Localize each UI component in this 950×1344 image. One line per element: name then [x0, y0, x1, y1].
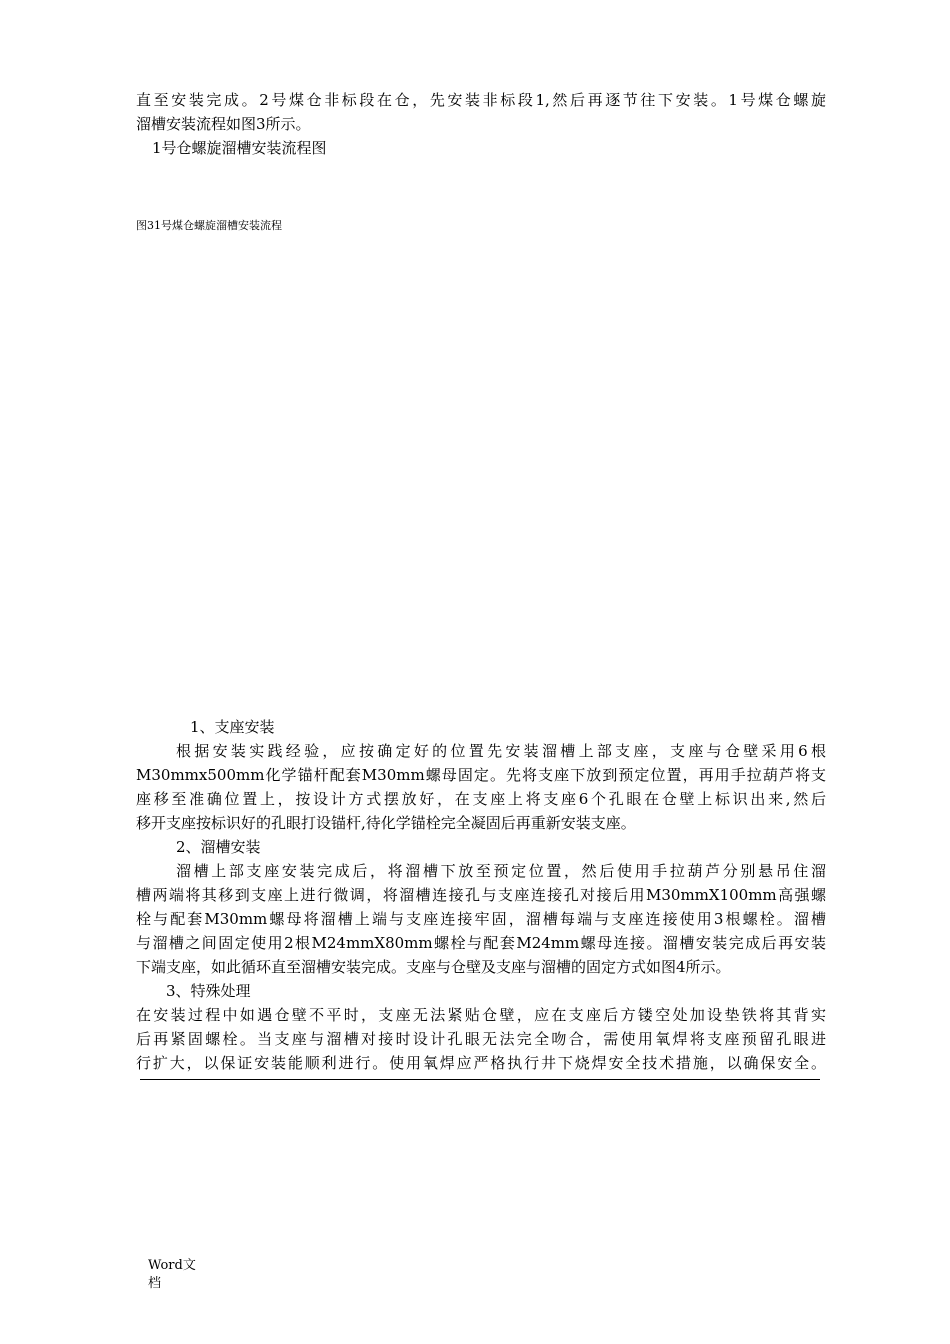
section-2-line-2: 槽两端将其移到支座上进行微调，将溜槽连接孔与支座连接孔对接后用M30mmX100mm高强螺: [136, 886, 826, 904]
section-2-line-3: 栓与配套M30mm螺母将溜槽上端与支座连接牢固，溜槽每端与支座连接使用3根螺栓。溜槽: [136, 910, 826, 928]
section-1-heading: 1、支座安装: [190, 718, 275, 736]
underline-rule: [140, 1079, 820, 1080]
section-1-line-2: M30mmx500mm化学锚杆配套M30mm螺母固定。先将支座下放到预定位置，再用手拉葫芦将支: [136, 766, 826, 784]
section-2-line-1: 溜槽上部支座安装完成后，将溜槽下放至预定位置，然后使用手拉葫芦分别悬吊住溜: [176, 862, 826, 880]
figure-caption: 图31号煤仓螺旋溜槽安装流程: [136, 219, 282, 232]
section-1-line-4: 移开支座按标识好的孔眼打设锚杆,待化学锚栓完全凝固后再重新安装支座。: [136, 814, 636, 832]
section-2-line-4: 与溜槽之间固定使用2根M24mmX80mm螺栓与配套M24mm螺母连接。溜槽安装完成后再安装: [136, 934, 826, 952]
section-2-line-5: 下端支座，如此循环直至溜槽安装完成。支座与仓壁及支座与溜槽的固定方式如图4所示。: [136, 958, 731, 976]
section-3-line-1: 在安装过程中如遇仓壁不平时，支座无法紧贴仓壁，应在支座后方镂空处加设垫铁将其背实: [136, 1006, 826, 1024]
section-1-line-1: 根据安装实践经验，应按确定好的位置先安装溜槽上部支座，支座与仓壁采用6根: [176, 742, 826, 760]
footer-label-line-1: Word文: [148, 1258, 196, 1273]
section-2-heading: 2、溜槽安装: [176, 838, 261, 856]
section-3-heading: 3、特殊处理: [166, 982, 251, 1000]
flow-chart-title: 1号仓螺旋溜槽安装流程图: [152, 139, 327, 157]
intro-line-2: 溜槽安装流程如图3所示。: [136, 115, 311, 133]
intro-line-1: 直至安装完成。2号煤仓非标段在仓，先安装非标段1,然后再逐节往下安装。1号煤仓螺旋: [136, 91, 826, 109]
section-3-line-2: 后再紧固螺栓。当支座与溜槽对接时设计孔眼无法完全吻合，需使用氧焊将支座预留孔眼进: [136, 1030, 826, 1048]
section-1-line-3: 座移至准确位置上，按设计方式摆放好，在支座上将支座6个孔眼在仓壁上标识出来,然后: [136, 790, 826, 808]
section-3-line-3: 行扩大，以保证安装能顺利进行。使用氧焊应严格执行井下烧焊安全技术措施，以确保安全。: [136, 1054, 826, 1072]
footer-label-line-2: 档: [148, 1276, 162, 1291]
